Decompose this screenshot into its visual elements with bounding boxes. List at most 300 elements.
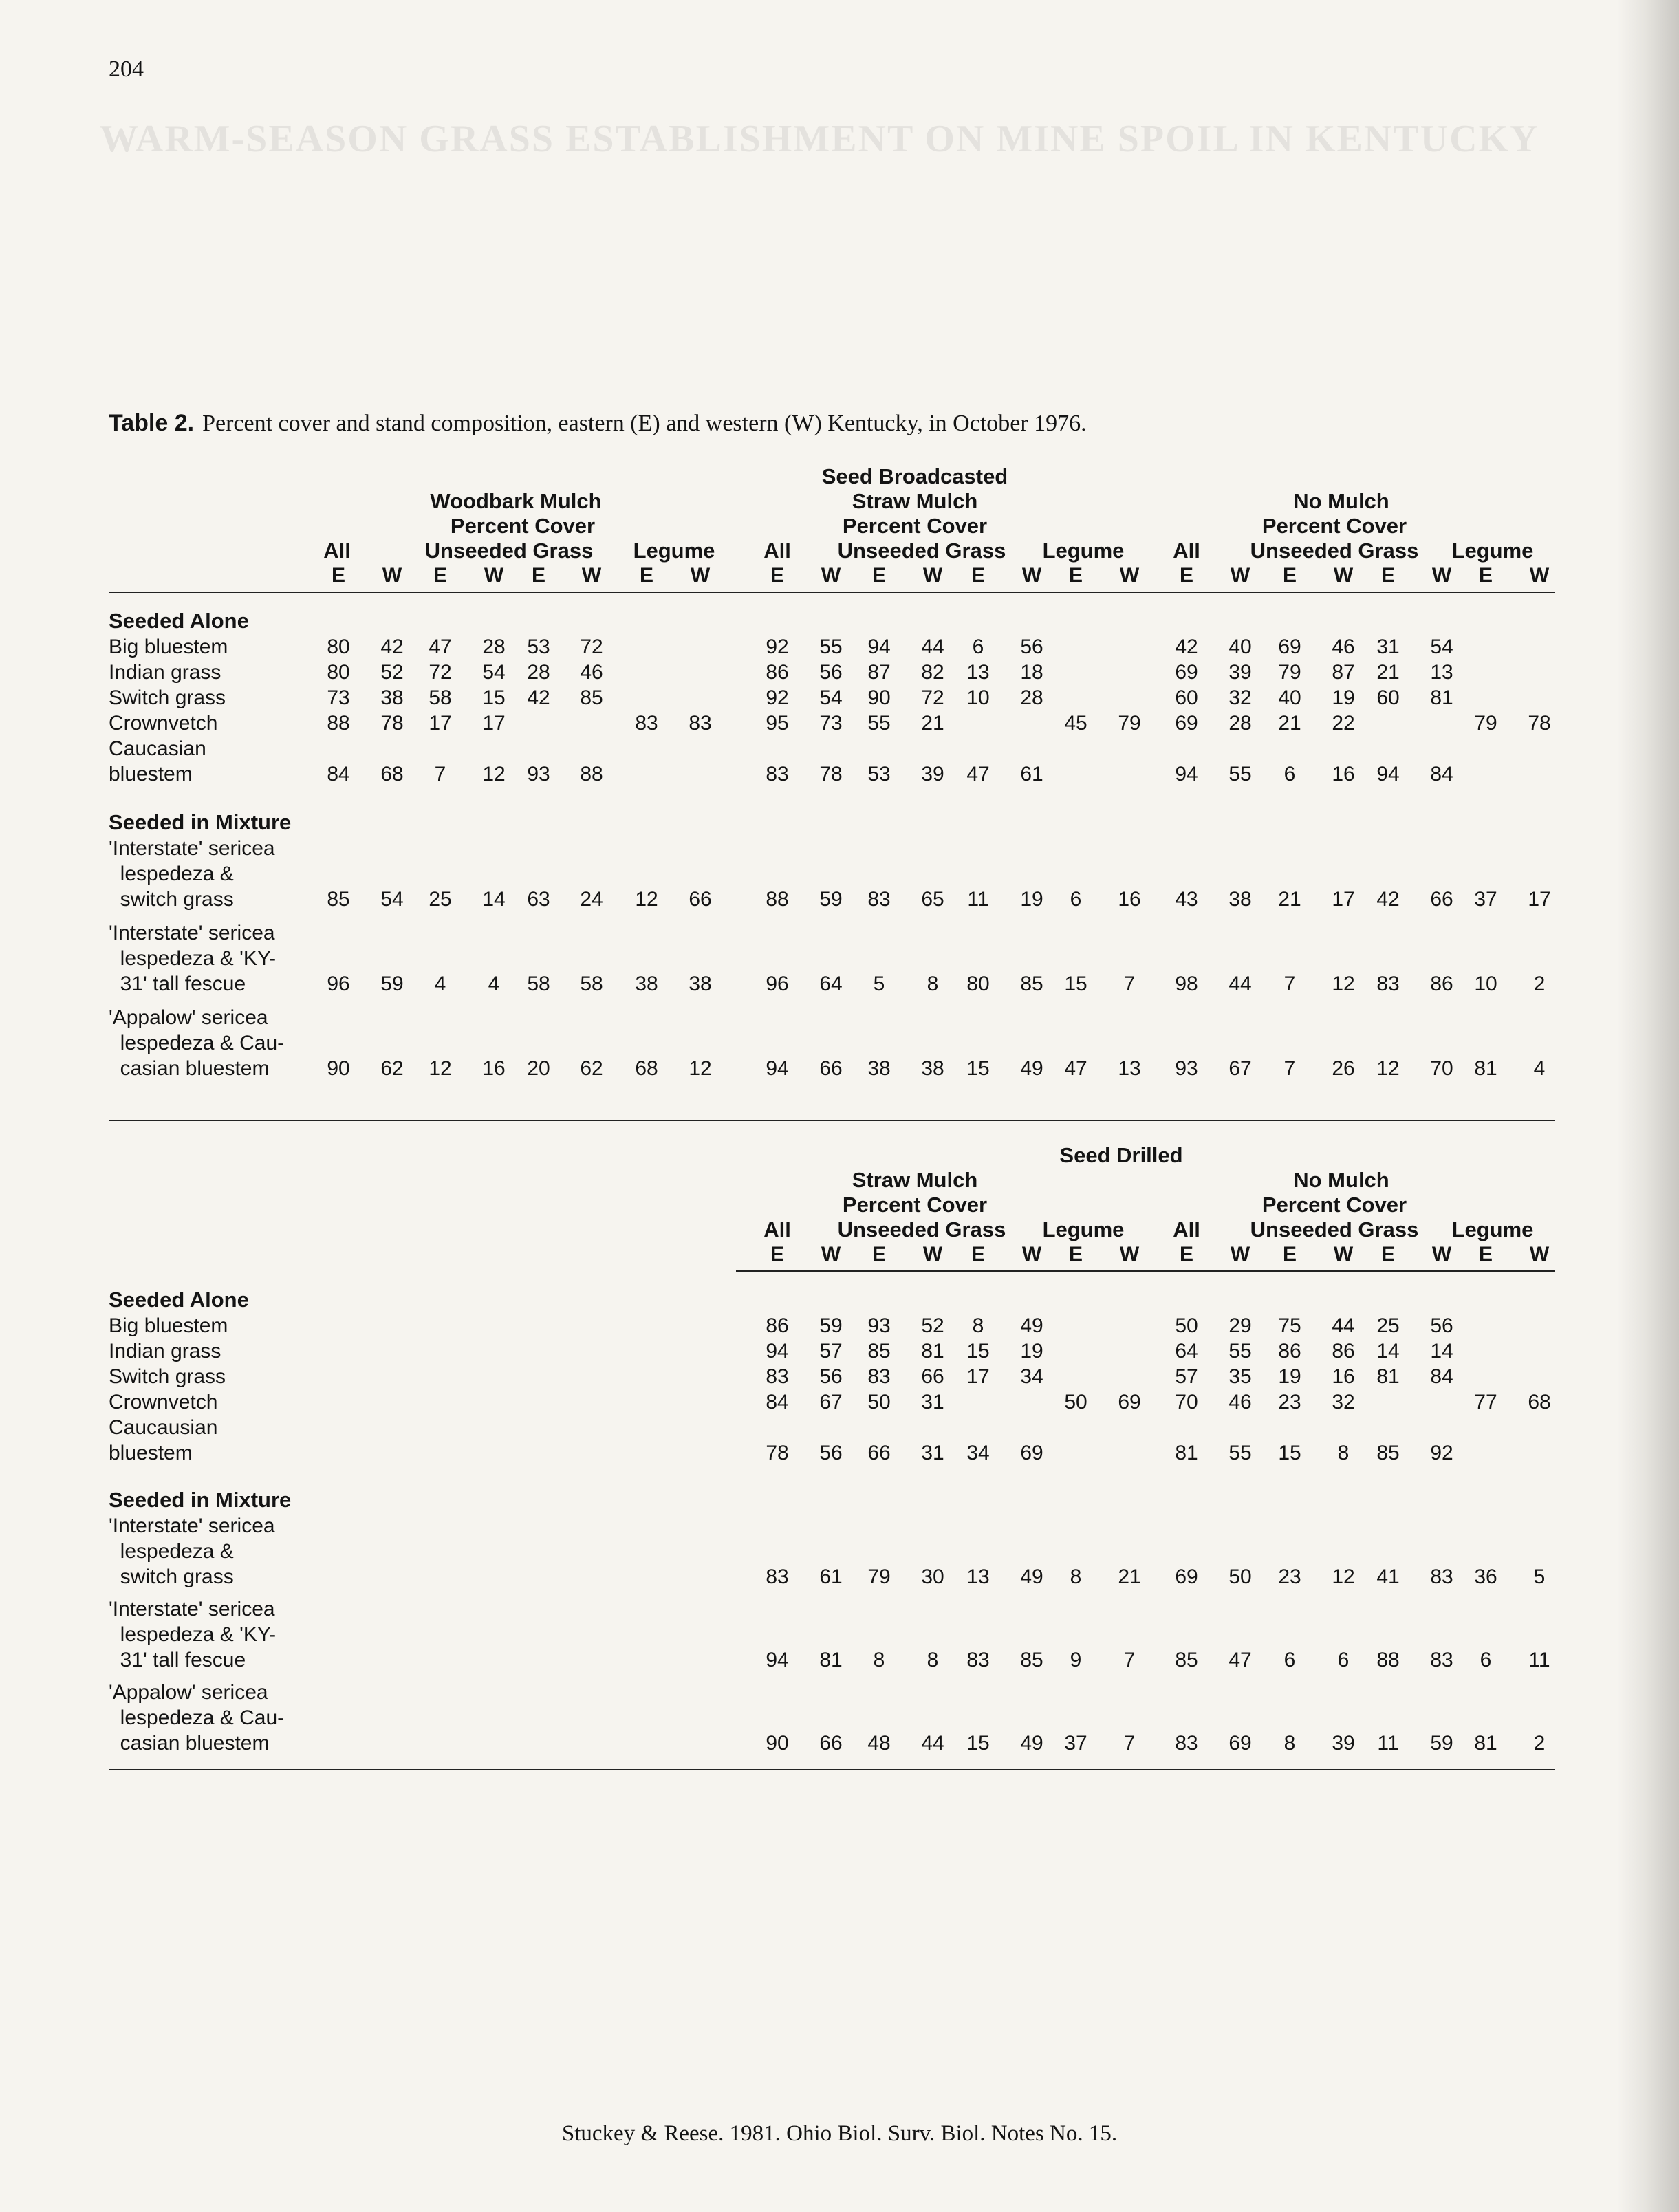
table-cell: 45 <box>1064 712 1087 735</box>
col-east: E <box>1068 564 1083 587</box>
table-cell: 55 <box>867 712 891 735</box>
table-cell: 49 <box>1020 1314 1043 1337</box>
row-label <box>109 836 275 912</box>
table-cell: 15 <box>1278 1442 1301 1464</box>
table-cell: 68 <box>380 763 404 785</box>
row-label <box>109 1005 284 1081</box>
table-cell: 88 <box>327 712 350 735</box>
table-bottom-rule <box>109 1120 1555 1121</box>
table-cell: 41 <box>1376 1565 1400 1588</box>
table-cell: 12 <box>1376 1057 1400 1080</box>
col-legume: Legume <box>633 539 715 563</box>
table-cell: 55 <box>1228 1340 1252 1363</box>
table-cell: 79 <box>1278 661 1301 684</box>
table-cell: 68 <box>635 1057 658 1080</box>
table-cell: 73 <box>327 686 350 709</box>
col-west: W <box>690 564 711 587</box>
table-cell: 90 <box>327 1057 350 1080</box>
table-cell: 8 <box>1337 1442 1350 1464</box>
table-cell: 67 <box>819 1391 843 1413</box>
table-cell: 95 <box>766 712 789 735</box>
row-label-line: Caucausian <box>109 1416 218 1439</box>
table-cell: 83 <box>635 712 658 735</box>
table-cell: 53 <box>867 763 891 785</box>
table-cell: 83 <box>867 888 891 911</box>
table-cell: 56 <box>1430 1314 1453 1337</box>
col-unseeded-grass: Unseeded Grass <box>837 1217 1006 1241</box>
table-cell: 80 <box>327 661 350 684</box>
col-west: W <box>1119 564 1140 587</box>
table-cell: 59 <box>819 1314 843 1337</box>
table-cell: 66 <box>689 888 712 911</box>
table-cell: 81 <box>1430 686 1453 709</box>
table-cell: 78 <box>819 763 843 785</box>
table-cell: 54 <box>819 686 843 709</box>
col-west: W <box>1431 564 1452 587</box>
table-cell: 16 <box>1332 763 1355 785</box>
table-cell: 42 <box>380 636 404 658</box>
table-cell: 48 <box>867 1732 891 1755</box>
table-cell: 30 <box>921 1565 944 1588</box>
table-cell: 8 <box>927 1649 939 1671</box>
table-cell: 7 <box>1123 973 1136 995</box>
col-west: W <box>821 564 841 587</box>
col-west: W <box>1529 1243 1550 1266</box>
table-cell: 7 <box>1123 1649 1136 1671</box>
table-cell: 22 <box>1332 712 1355 735</box>
table-cell: 7 <box>1123 1732 1136 1755</box>
table-cell: 96 <box>766 973 789 995</box>
table-cell: 68 <box>1528 1391 1551 1413</box>
table-cell: 57 <box>819 1340 843 1363</box>
table-cell: 58 <box>527 973 550 995</box>
row-label-line: lespedeza & Cau- <box>109 1032 285 1054</box>
row-label-line: 'Appalow' sericea <box>109 1681 268 1704</box>
treatment-heading: Straw Mulch <box>852 489 978 513</box>
col-east: E <box>331 564 345 587</box>
table-cell: 63 <box>527 888 550 911</box>
col-west: W <box>581 564 602 587</box>
table-cell: 67 <box>1228 1057 1252 1080</box>
table-cell: 83 <box>766 1565 789 1588</box>
table-cell: 85 <box>1175 1649 1198 1671</box>
table-cell: 69 <box>1118 1391 1141 1413</box>
table-cell: 57 <box>1175 1365 1198 1388</box>
bleed-through-text: WARM-SEASON GRASS ESTABLISHMENT ON MINE SPOIL IN KENTUCKY <box>100 118 1539 160</box>
table-cell: 10 <box>966 686 990 709</box>
table-cell: 84 <box>766 1391 789 1413</box>
table-cell: 34 <box>1020 1365 1043 1388</box>
table-cell: 39 <box>1228 661 1252 684</box>
table-cell: 32 <box>1332 1391 1355 1413</box>
section-heading: Seeded Alone <box>109 609 249 633</box>
row-label-line: Caucasian <box>109 737 206 760</box>
table-cell: 44 <box>1332 1314 1355 1337</box>
page-edge-shadow <box>1617 0 1679 2212</box>
row-label <box>109 1415 217 1466</box>
table-cell: 52 <box>380 661 404 684</box>
table-cell: 2 <box>1533 973 1546 995</box>
table-cell: 98 <box>1175 973 1198 995</box>
table-cell: 6 <box>972 636 984 658</box>
col-east: E <box>1380 1243 1395 1266</box>
table-cell: 61 <box>819 1565 843 1588</box>
table-cell: 79 <box>1118 712 1141 735</box>
table-cell: 12 <box>1332 1565 1355 1588</box>
table-cell: 75 <box>1278 1314 1301 1337</box>
row-label-line: bluestem <box>109 763 193 785</box>
col-east: E <box>1478 1243 1493 1266</box>
row-label-line: switch grass <box>109 1565 234 1588</box>
table-cell: 49 <box>1020 1732 1043 1755</box>
table-cell: 62 <box>380 1057 404 1080</box>
row-label <box>109 685 226 711</box>
table-cell: 7 <box>1283 1057 1296 1080</box>
row-label-line: 'Appalow' sericea <box>109 1006 268 1029</box>
col-east: E <box>531 564 545 587</box>
table-cell: 83 <box>766 763 789 785</box>
table-cell: 50 <box>1064 1391 1087 1413</box>
table-cell: 62 <box>580 1057 603 1080</box>
row-label-line: Big bluestem <box>109 636 228 658</box>
row-label-line: 'Interstate' sericea <box>109 1598 275 1620</box>
row-label-line: Indian grass <box>109 1340 221 1363</box>
table-cell: 38 <box>689 973 712 995</box>
percent-cover-heading: Percent Cover <box>842 1193 988 1217</box>
table-cell: 93 <box>527 763 550 785</box>
table-cell: 59 <box>819 888 843 911</box>
row-label <box>109 660 221 685</box>
col-legume: Legume <box>1042 1217 1125 1241</box>
table-cell: 12 <box>635 888 658 911</box>
table-cell: 8 <box>972 1314 984 1337</box>
table-cell: 20 <box>527 1057 550 1080</box>
table-cell: 79 <box>1474 712 1497 735</box>
table-cell: 46 <box>1228 1391 1252 1413</box>
table-cell: 94 <box>766 1057 789 1080</box>
row-label-line: Crownvetch <box>109 712 218 735</box>
table-cell: 14 <box>1376 1340 1400 1363</box>
col-unseeded-grass: Unseeded Grass <box>1250 539 1419 563</box>
section-heading: Seeded in Mixture <box>109 1488 292 1512</box>
table-cell: 12 <box>689 1057 712 1080</box>
footer-citation: Stuckey & Reese. 1981. Ohio Biol. Surv. Biol. Notes No. 15. <box>561 2121 1118 2146</box>
table-cell: 15 <box>966 1732 990 1755</box>
table-cell: 28 <box>482 636 506 658</box>
table-cell: 94 <box>867 636 891 658</box>
table-bottom-rule <box>109 1769 1555 1770</box>
table-cell: 4 <box>434 973 446 995</box>
table-cell: 81 <box>1474 1057 1497 1080</box>
table-cell: 94 <box>766 1340 789 1363</box>
table-cell: 88 <box>1376 1649 1400 1671</box>
table-caption-label: Table 2. <box>109 410 195 436</box>
table-cell: 69 <box>1228 1732 1252 1755</box>
row-label-line: Crownvetch <box>109 1391 218 1413</box>
table-cell: 15 <box>1064 973 1087 995</box>
table-cell: 85 <box>580 686 603 709</box>
table-cell: 12 <box>1332 973 1355 995</box>
table-cell: 90 <box>867 686 891 709</box>
col-east: E <box>1282 564 1297 587</box>
table-caption-text: Percent cover and stand composition, eastern (E) and western (W) Kentucky, in October 1976. <box>202 411 1087 436</box>
col-east: E <box>433 564 447 587</box>
row-label <box>109 1596 276 1673</box>
table-cell: 38 <box>1228 888 1252 911</box>
col-west: W <box>922 564 943 587</box>
table-cell: 49 <box>1020 1057 1043 1080</box>
table-cell: 86 <box>1278 1340 1301 1363</box>
row-label-line: 'Interstate' sericea <box>109 922 275 944</box>
table-cell: 15 <box>482 686 506 709</box>
table-cell: 26 <box>1332 1057 1355 1080</box>
treatment-heading: Straw Mulch <box>852 1168 978 1192</box>
row-label-line: 'Interstate' sericea <box>109 837 275 860</box>
table-cell: 86 <box>1332 1340 1355 1363</box>
row-label-line: 31' tall fescue <box>109 973 246 995</box>
table-cell: 69 <box>1175 712 1198 735</box>
row-label <box>109 1313 228 1338</box>
table-cell: 5 <box>873 973 885 995</box>
table-cell: 66 <box>819 1057 843 1080</box>
table-cell: 66 <box>819 1732 843 1755</box>
table-cell: 85 <box>1020 973 1043 995</box>
table-cell: 44 <box>1228 973 1252 995</box>
row-label-line: Switch grass <box>109 1365 226 1388</box>
row-label-line: casian bluestem <box>109 1732 270 1755</box>
table-cell: 55 <box>1228 763 1252 785</box>
row-label-line: Indian grass <box>109 661 221 684</box>
col-legume: Legume <box>1451 539 1534 563</box>
page-number: 204 <box>109 56 144 82</box>
table-cell: 87 <box>1332 661 1355 684</box>
col-west: W <box>1333 1243 1354 1266</box>
col-east: E <box>871 1243 886 1266</box>
table-cell: 79 <box>867 1565 891 1588</box>
table-cell: 37 <box>1474 888 1497 911</box>
table-cell: 40 <box>1228 636 1252 658</box>
table-cell: 4 <box>488 973 500 995</box>
row-label <box>109 736 206 787</box>
table-cell: 16 <box>482 1057 506 1080</box>
table-cell: 94 <box>1376 763 1400 785</box>
col-west: W <box>1021 1243 1042 1266</box>
col-west: W <box>1431 1243 1452 1266</box>
table-cell: 81 <box>1474 1732 1497 1755</box>
row-label <box>109 634 228 660</box>
table-cell: 6 <box>1283 1649 1296 1671</box>
table-cell: 8 <box>1070 1565 1082 1588</box>
table-cell: 17 <box>966 1365 990 1388</box>
method-heading: Seed Broadcasted <box>821 464 1008 488</box>
col-all: All <box>763 539 791 563</box>
col-east: E <box>1478 564 1493 587</box>
col-east: E <box>871 564 886 587</box>
row-label <box>109 1338 221 1364</box>
table-cell: 13 <box>966 661 990 684</box>
table-cell: 39 <box>1332 1732 1355 1755</box>
table-cell: 83 <box>1175 1732 1198 1755</box>
percent-cover-heading: Percent Cover <box>450 514 596 538</box>
table-cell: 66 <box>867 1442 891 1464</box>
table-cell: 38 <box>921 1057 944 1080</box>
table-cell: 29 <box>1228 1314 1252 1337</box>
table-cell: 39 <box>921 763 944 785</box>
table-cell: 69 <box>1175 1565 1198 1588</box>
percent-cover-heading: Percent Cover <box>1261 1193 1407 1217</box>
percent-cover-heading: Percent Cover <box>842 514 988 538</box>
table-cell: 43 <box>1175 888 1198 911</box>
treatment-heading: Woodbark Mulch <box>430 489 602 513</box>
table-cell: 53 <box>527 636 550 658</box>
table-cell: 47 <box>1064 1057 1087 1080</box>
section-heading: Seeded in Mixture <box>109 810 292 834</box>
section-heading: Seeded Alone <box>109 1288 249 1312</box>
table-cell: 72 <box>580 636 603 658</box>
table-cell: 6 <box>1337 1649 1350 1671</box>
table-cell: 5 <box>1533 1565 1546 1588</box>
table-cell: 42 <box>1376 888 1400 911</box>
table-caption <box>109 410 1087 437</box>
table-cell: 72 <box>921 686 944 709</box>
col-west: W <box>1230 1243 1250 1266</box>
table-cell: 4 <box>1533 1057 1546 1080</box>
col-west: W <box>1529 564 1550 587</box>
table-cell: 6 <box>1480 1649 1492 1671</box>
col-east: E <box>770 564 784 587</box>
table-cell: 88 <box>580 763 603 785</box>
table-cell: 17 <box>482 712 506 735</box>
table-cell: 85 <box>1020 1649 1043 1671</box>
col-west: W <box>484 564 504 587</box>
col-east: E <box>770 1243 784 1266</box>
col-east: E <box>1068 1243 1083 1266</box>
table-cell: 19 <box>1332 686 1355 709</box>
table-cell: 31 <box>921 1391 944 1413</box>
row-label <box>109 1680 284 1756</box>
method-heading: Seed Drilled <box>1059 1143 1183 1167</box>
row-label-line: Big bluestem <box>109 1314 228 1337</box>
table-cell: 28 <box>527 661 550 684</box>
col-unseeded-grass: Unseeded Grass <box>424 539 594 563</box>
table-cell: 44 <box>921 1732 944 1755</box>
col-all: All <box>1173 539 1200 563</box>
col-west: W <box>382 564 402 587</box>
row-label <box>109 920 276 997</box>
table-cell: 70 <box>1175 1391 1198 1413</box>
table-cell: 28 <box>1020 686 1043 709</box>
treatment-heading: No Mulch <box>1293 1168 1389 1192</box>
table-cell: 83 <box>1376 973 1400 995</box>
table-cell: 83 <box>766 1365 789 1388</box>
table-cell: 42 <box>1175 636 1198 658</box>
table-cell: 40 <box>1278 686 1301 709</box>
table-cell: 28 <box>1228 712 1252 735</box>
row-label-line: lespedeza & Cau- <box>109 1706 285 1729</box>
table-cell: 80 <box>966 973 990 995</box>
table-cell: 52 <box>921 1314 944 1337</box>
table-cell: 38 <box>867 1057 891 1080</box>
table-cell: 19 <box>1278 1365 1301 1388</box>
row-label-line: switch grass <box>109 888 234 911</box>
table-cell: 50 <box>1228 1565 1252 1588</box>
table-cell: 49 <box>1020 1565 1043 1588</box>
col-all: All <box>323 539 351 563</box>
table-cell: 78 <box>380 712 404 735</box>
table-cell: 78 <box>1528 712 1551 735</box>
row-label-line: bluestem <box>109 1442 193 1464</box>
table-cell: 11 <box>1528 1649 1550 1671</box>
table-cell: 59 <box>380 973 404 995</box>
table-cell: 66 <box>1430 888 1453 911</box>
table-cell: 82 <box>921 661 944 684</box>
table-cell: 83 <box>1430 1565 1453 1588</box>
percent-cover-heading: Percent Cover <box>1261 514 1407 538</box>
table-cell: 70 <box>1430 1057 1453 1080</box>
table-cell: 31 <box>921 1442 944 1464</box>
table-cell: 19 <box>1020 888 1043 911</box>
table-cell: 93 <box>867 1314 891 1337</box>
table-cell: 86 <box>1430 973 1453 995</box>
table-cell: 21 <box>921 712 944 735</box>
table-cell: 46 <box>1332 636 1355 658</box>
table-cell: 35 <box>1228 1365 1252 1388</box>
col-east: E <box>1282 1243 1297 1266</box>
table-cell: 81 <box>921 1340 944 1363</box>
table-cell: 83 <box>966 1649 990 1671</box>
table-cell: 25 <box>1376 1314 1400 1337</box>
col-west: W <box>922 1243 943 1266</box>
table-cell: 69 <box>1020 1442 1043 1464</box>
table-cell: 13 <box>1430 661 1453 684</box>
table-cell: 7 <box>434 763 446 785</box>
table-cell: 84 <box>327 763 350 785</box>
table-cell: 8 <box>1283 1732 1296 1755</box>
table-cell: 8 <box>927 973 939 995</box>
table-cell: 38 <box>380 686 404 709</box>
row-label-line: Switch grass <box>109 686 226 709</box>
table-cell: 11 <box>967 888 989 911</box>
table-cell: 18 <box>1020 661 1043 684</box>
table-cell: 56 <box>1020 636 1043 658</box>
table-cell: 47 <box>966 763 990 785</box>
table-cell: 85 <box>327 888 350 911</box>
col-legume: Legume <box>1451 1217 1534 1241</box>
table-cell: 93 <box>1175 1057 1198 1080</box>
table-cell: 34 <box>966 1442 990 1464</box>
col-all: All <box>1173 1217 1200 1241</box>
table-cell: 17 <box>1332 888 1355 911</box>
col-east: E <box>971 564 985 587</box>
table-cell: 16 <box>1332 1365 1355 1388</box>
table-cell: 50 <box>1175 1314 1198 1337</box>
table-cell: 37 <box>1064 1732 1087 1755</box>
table-cell: 92 <box>766 686 789 709</box>
col-all: All <box>763 1217 791 1241</box>
table-cell: 58 <box>429 686 452 709</box>
table-cell: 50 <box>867 1391 891 1413</box>
table-cell: 11 <box>1377 1732 1399 1755</box>
table-cell: 61 <box>1020 763 1043 785</box>
table-cell: 12 <box>482 763 506 785</box>
table-cell: 69 <box>1175 661 1198 684</box>
table-cell: 78 <box>766 1442 789 1464</box>
table-cell: 23 <box>1278 1565 1301 1588</box>
table-cell: 54 <box>1430 636 1453 658</box>
table-cell: 21 <box>1118 1565 1141 1588</box>
col-east: E <box>1380 564 1395 587</box>
col-west: W <box>821 1243 841 1266</box>
